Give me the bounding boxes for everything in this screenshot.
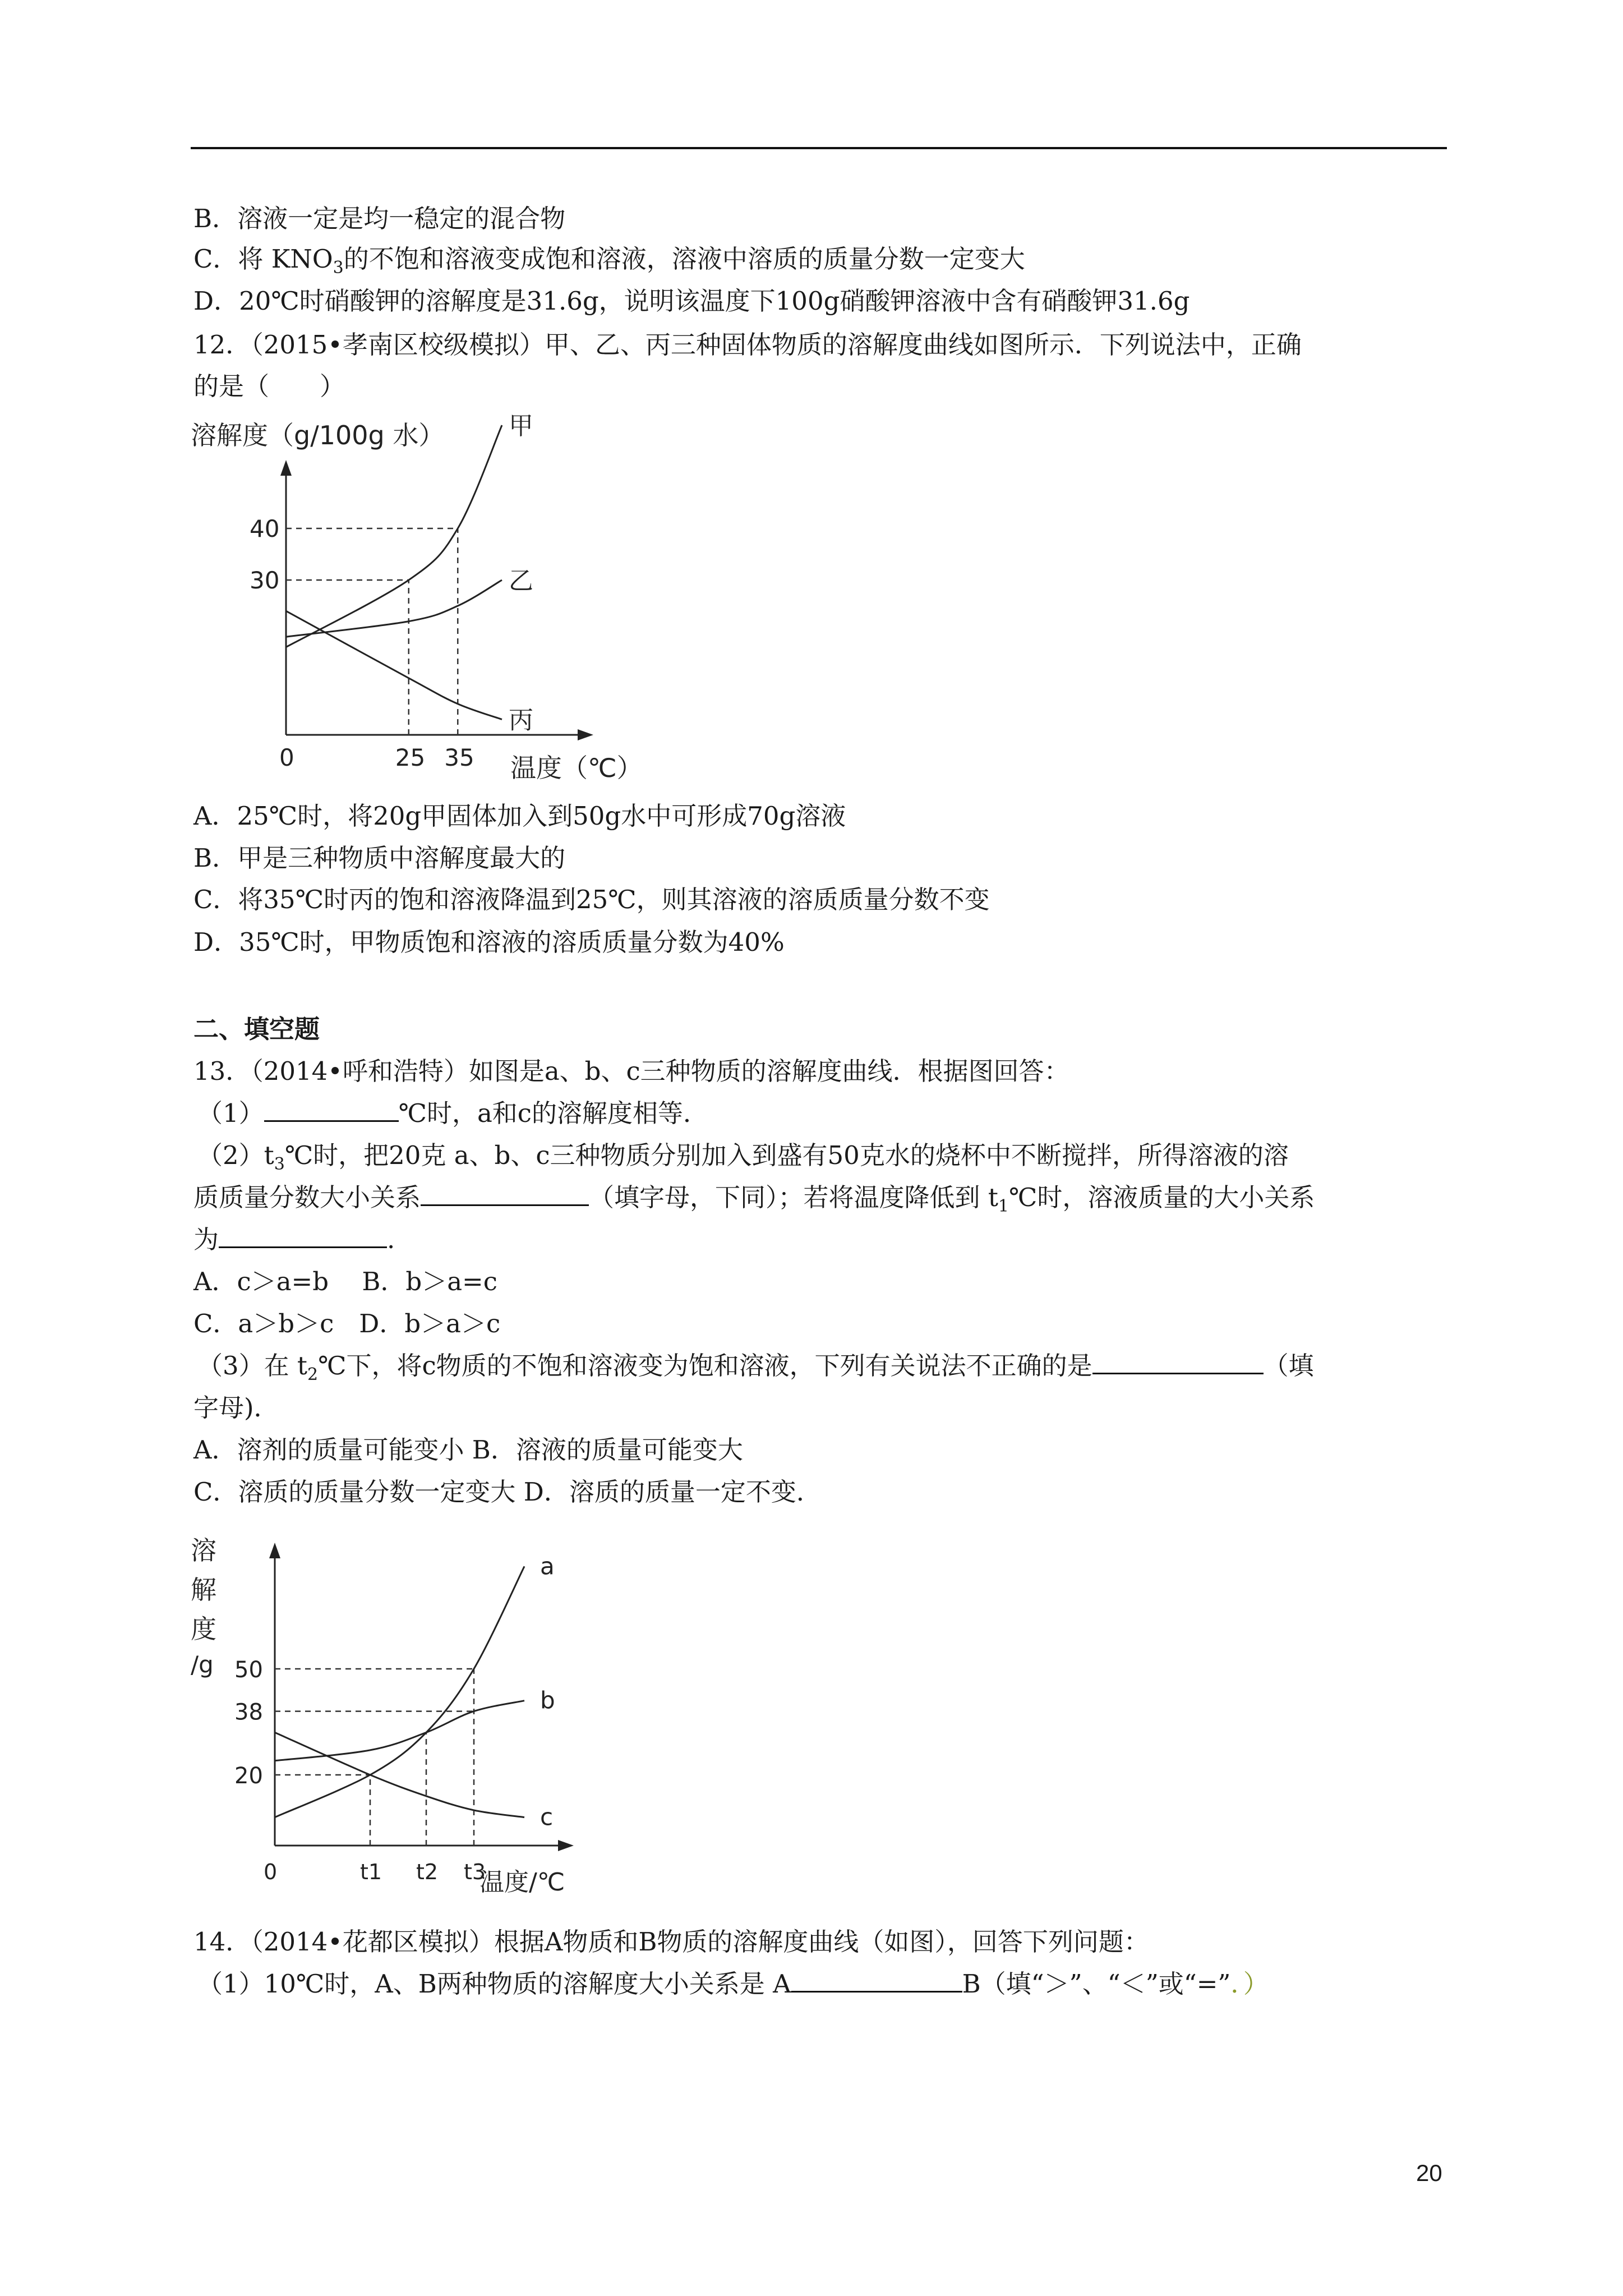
header-rule: [191, 147, 1447, 149]
q13-part3-opts-1: A．溶剂的质量可能变小 B．溶液的质量可能变大: [193, 1435, 743, 1465]
section-title: 二、填空题: [193, 1014, 320, 1044]
chart2-ylabel-3: 度: [191, 1614, 216, 1644]
q12-stem-line2: 的是（ ）: [193, 371, 345, 401]
chart1-curve-丙: [286, 611, 502, 719]
q14-blank-1[interactable]: [791, 1968, 962, 1993]
chart1-x-tick: 35: [444, 744, 474, 771]
q14-part1: （1）10℃时，A、B两种物质的溶解度大小关系是 A B（填“＞”、“＜”或“=”．）: [197, 1969, 1269, 1999]
q13-blank-4[interactable]: [1092, 1350, 1264, 1374]
q13-solubility-chart: [185, 1526, 634, 1907]
q13-stem: 13．（2014•呼和浩特）如图是a、b、c三种物质的溶解度曲线．根据图回答：: [193, 1056, 1069, 1086]
q12-stem-line1: 12．（2015•孝南区校级模拟）甲、乙、丙三种固体物质的溶解度曲线如图所示．下列说法中，正确: [193, 330, 1302, 360]
q13-choices-2: C．a＞b＞c D．b＞a＞c: [193, 1309, 501, 1338]
chart2-curve-b: [275, 1701, 524, 1761]
chart1-x-arrow: [578, 729, 593, 740]
q11-option-c: C．将 $KNO_3$的不饱和溶液变成饱和溶液，溶液中溶质的质量分数一定变大: [193, 244, 1025, 278]
q12-option-d: D．35℃时，甲物质饱和溶液的溶质质量分数为40%: [193, 927, 785, 957]
chart2-xlabel: 温度/℃: [479, 1868, 565, 1897]
chart2-x-arrow: [558, 1840, 574, 1851]
chart2-curve-a: [275, 1566, 524, 1817]
chart1-series-label: 乙: [509, 567, 533, 595]
chart2-series-label: a: [540, 1552, 555, 1580]
chart2-x-tick: t3: [464, 1860, 486, 1884]
chart2-y-tick: 50: [234, 1657, 263, 1683]
chart1-x-tick: 0: [279, 744, 294, 771]
chart2-ylabel-4: /g: [191, 1651, 214, 1678]
q12-option-a: A．25℃时，将20g甲固体加入到50g水中可形成70g溶液: [193, 801, 846, 831]
chart2-curve-c: [275, 1732, 524, 1817]
chart1-y-tick: 40: [250, 515, 280, 542]
q12-solubility-chart: [185, 409, 679, 797]
q13-part2-line1: $(2)t_3℃$时，把20克 a、b、c三种物质分别加入到盛有50克水的烧杯中不断搅拌，所得溶液的溶: [197, 1140, 1289, 1174]
q13-blank-2[interactable]: [421, 1182, 589, 1206]
chart1-x-tick: 25: [395, 744, 426, 771]
chart2-ylabel-2: 解: [191, 1575, 216, 1605]
chart1-xlabel: 温度（℃）: [510, 753, 643, 783]
q13-part2-line2: 质质量分数大小关系 （填字母，下同）；若将温度降低到 $t_1℃$时，溶液质量的大小关系: [193, 1182, 1315, 1216]
q13-part2-line3: 为 .: [193, 1225, 395, 1254]
q12-option-c: C．将35℃时丙的饱和溶液降温到25℃，则其溶液的溶质质量分数不变: [193, 885, 990, 914]
chart2-x-tick: t1: [360, 1860, 382, 1884]
chart1-curve-甲: [286, 425, 502, 647]
chart2-y-tick: 20: [234, 1763, 263, 1789]
q13-part3-line2: 字母)．: [193, 1393, 279, 1423]
q11-option-b: B．溶液一定是均一稳定的混合物: [193, 204, 566, 233]
chart1-series-label: 丙: [509, 706, 533, 735]
q14-stem: 14．（2014•花都区模拟）根据A物质和B物质的溶解度曲线（如图），回答下列问题：: [193, 1927, 1149, 1957]
page-number: 20: [1416, 2160, 1442, 2186]
q13-part3-opts-2: C．溶质的质量分数一定变大 D．溶质的质量一定不变．: [193, 1477, 822, 1507]
chart1-y-tick: 30: [250, 567, 280, 594]
chart2-y-arrow: [269, 1543, 280, 1558]
chart2-ylabel-1: 溶: [191, 1535, 216, 1566]
chart2-x-tick: t2: [416, 1860, 439, 1884]
chart2-series-label: b: [540, 1686, 555, 1714]
chart1-ylabel: 溶解度（g/100g 水）: [191, 420, 445, 450]
q13-blank-3[interactable]: [219, 1224, 387, 1248]
chart1-series-label: 甲: [509, 412, 533, 440]
q13-part1: （1） ℃时，a和c的溶解度相等．: [197, 1098, 709, 1128]
q12-option-b: B．甲是三种物质中溶解度最大的: [193, 843, 566, 873]
q11-option-d: D．20℃时硝酸钾的溶解度是31.6g，说明该温度下100g硝酸钾溶液中含有硝酸钾31.6g: [193, 286, 1190, 316]
chart2-x-tick: 0: [264, 1860, 278, 1884]
chart2-series-label: c: [540, 1803, 554, 1831]
q13-part3-line1: （3）在 $t_2℃$下，将c物质的不饱和溶液变为饱和溶液，下列有关说法不正确的是 （填: [197, 1351, 1314, 1384]
chart2-y-tick: 38: [234, 1699, 263, 1726]
q13-choices-1: A．c＞a=b B．b＞a=c: [193, 1267, 497, 1296]
chart1-y-arrow: [280, 460, 292, 476]
q13-blank-1[interactable]: [264, 1098, 399, 1122]
